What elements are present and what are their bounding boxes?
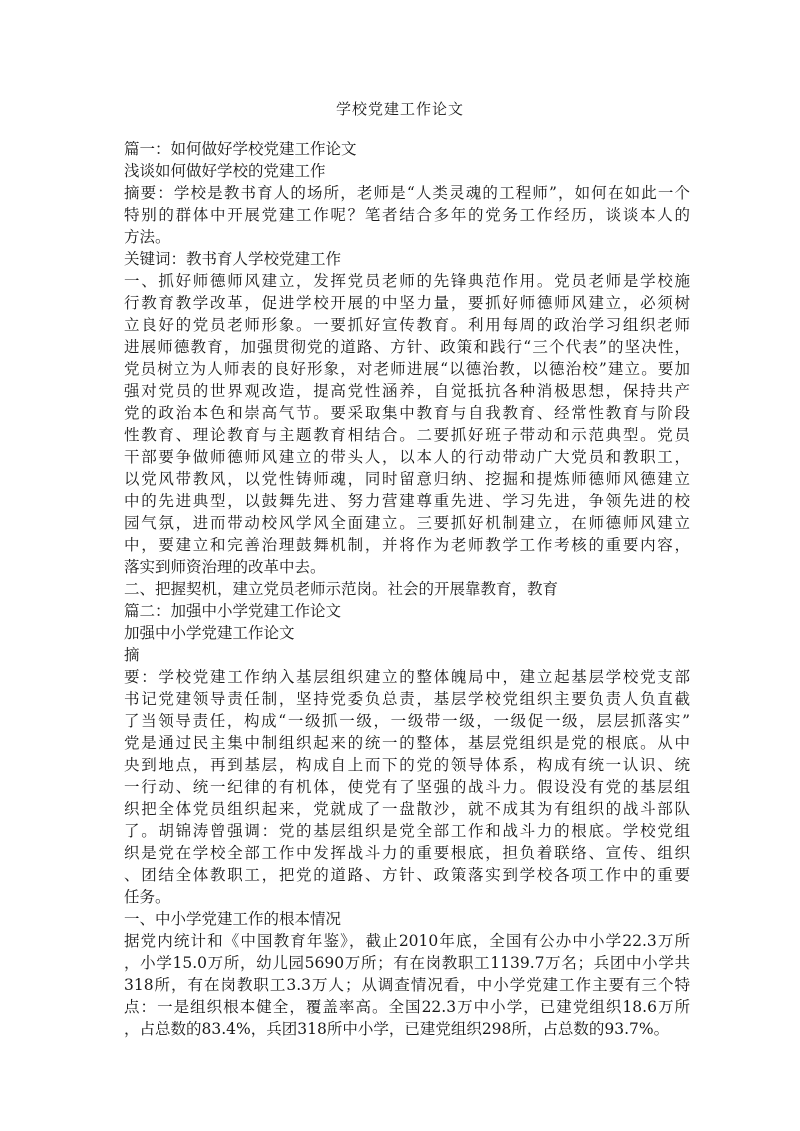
body-text-line: 一行动、统一纪律的有机体，使党有了坚强的战斗力。假设没有党的基层组 <box>124 778 690 796</box>
body-text-line: 一、抓好师德师风建立，发挥党员老师的先锋典范作用。党员老师是学校施 <box>124 272 690 290</box>
body-text-line: 摘 <box>124 646 140 664</box>
body-text-line: 加强中小学党建工作论文 <box>124 624 295 642</box>
body-text-line: 特别的群体中开展党建工作呢？笔者结合多年的党务工作经历，谈谈本人的 <box>124 206 690 224</box>
body-text-line: 、团结全体教职工，把党的道路、方针、政策落实到学校各项工作中的重要 <box>124 866 690 884</box>
body-text-line: 行教育教学改革，促进学校开展的中坚力量，要抓好师德师风建立，必须树 <box>124 294 690 312</box>
body-text-line: 篇二：加强中小学党建工作论文 <box>124 602 342 620</box>
body-text-line: 央到地点，再到基层，构成自上而下的党的领导体系，构成有统一认识、统 <box>124 756 690 774</box>
body-text-line: 书记党建领导责任制，坚持党委负总责，基层学校党组织主要负责人负直截 <box>124 690 690 708</box>
body-text-line: 织把全体党员组织起来，党就成了一盘散沙，就不成其为有组织的战斗部队 <box>124 800 690 818</box>
body-text-line: 中的先进典型，以鼓舞先进、努力营建尊重先进、学习先进，争领先进的校 <box>124 492 690 510</box>
body-text-line: 点：一是组织根本健全，覆盖率高。全国22.3万中小学，已建党组织18.6万所 <box>124 998 690 1016</box>
body-text-line: 强对党员的世界观改造，提高党性涵养，自觉抵抗各种消极思想，保持共产 <box>124 382 690 400</box>
body-text-line: 方法。 <box>124 228 171 246</box>
body-text-line: 中，要建立和完善治理鼓舞机制，并将作为老师教学工作考核的重要内容， <box>124 536 690 554</box>
body-text-line: 落实到师资治理的改革中去。 <box>124 558 326 576</box>
body-text-line: 二、把握契机，建立党员老师示范岗。社会的开展靠教育，教育 <box>124 580 559 598</box>
body-text-line: 任务。 <box>124 888 171 906</box>
document-body <box>124 138 690 1040</box>
body-text-line: 要：学校党建工作纳入基层组织建立的整体魄局中，建立起基层学校党支部 <box>124 668 690 686</box>
body-text-line: 党的政治本色和崇高气节。要采取集中教育与自我教育、经常性教育与阶段 <box>124 404 690 422</box>
body-text-line: ，占总数的83.4%，兵团318所中小学，已建党组织298所，占总数的93.7%。 <box>124 1020 670 1038</box>
body-text-line: 以党风带教风，以党性铸师魂，同时留意归纳、挖掘和提炼师德师风德建立 <box>124 470 690 488</box>
body-text-line: 了当领导责任，构成“一级抓一级，一级带一级，一级促一级，层层抓落实” <box>124 712 690 730</box>
body-text-line: 干部要争做师德师风建立的带头人，以本人的行动带动广大党员和教职工， <box>124 448 690 466</box>
body-text-line: 据党内统计和《中国教育年鉴》，截止2010年底，全国有公办中小学22.3万所 <box>124 932 690 950</box>
body-text-line: 性教育、理论教育与主题教育相结合。二要抓好班子带动和示范典型。党员 <box>124 426 690 444</box>
body-text-line: 篇一：如何做好学校党建工作论文 <box>124 140 357 158</box>
body-text-line: 进展师德教育，加强贯彻党的道路、方针、政策和践行“三个代表”的坚决性， <box>124 338 690 356</box>
body-text-line: 织是党在学校全部工作中发挥战斗力的重要根底，担负着联络、宣传、组织 <box>124 844 690 862</box>
body-text-line: 党是通过民主集中制组织起来的统一的整体，基层党组织是党的根底。从中 <box>124 734 690 752</box>
body-text-line: 一、中小学党建工作的根本情况 <box>124 910 342 928</box>
document-title: 学校党建工作论文 <box>335 100 464 118</box>
body-text-line: 摘要：学校是教书育人的场所，老师是“人类灵魂的工程师”，如何在如此一个 <box>124 184 690 202</box>
body-text-line: 园气氛，进而带动校风学风全面建立。三要抓好机制建立，在师德师风建立 <box>124 514 690 532</box>
body-text-line: 立良好的党员老师形象。一要抓好宣传教育。利用每周的政治学习组织老师 <box>124 316 690 334</box>
body-text-line: 浅谈如何做好学校的党建工作 <box>124 162 326 180</box>
body-text-line: 318所，有在岗教职工3.3万人；从调查情况看，中小学党建工作主要有三个特 <box>124 976 690 994</box>
body-text-line: ，小学15.0万所，幼儿园5690万所；有在岗教职工1139.7万名；兵团中小学共 <box>124 954 690 972</box>
body-text-line: 党员树立为人师表的良好形象，对老师进展“以德治教，以德治校”建立。要加 <box>124 360 690 378</box>
body-text-line: 了。胡锦涛曾强调：党的基层组织是党全部工作和战斗力的根底。学校党组 <box>124 822 690 840</box>
body-text-line: 关键词：教书育人学校党建工作 <box>124 250 342 268</box>
